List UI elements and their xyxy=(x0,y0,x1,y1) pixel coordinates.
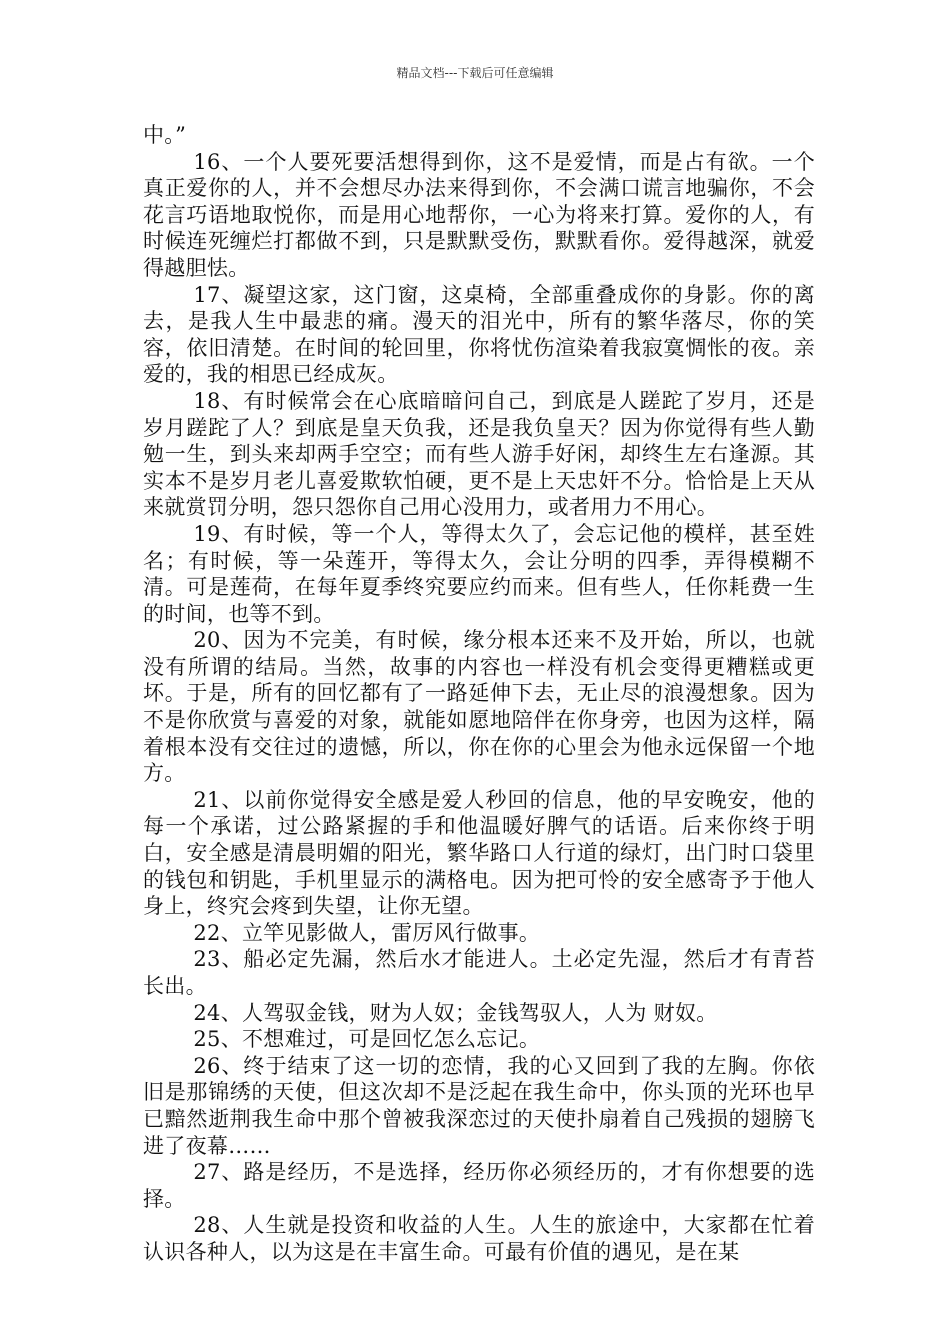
paragraph-16: 16、一个人要死要活想得到你，这不是爱情，而是占有欲。一个真正爱你的人，并不会想尽办法来得到你，不会满口谎言地骗你，不会花言巧语地取悦你，而是用心地帮你，一心为将来打算。爱你的人，有时候连死缠烂打都做不到，只是默默受伤，默默看你。爱得越深，就爱得越胆怯。 xyxy=(143,149,815,280)
paragraph-continuation: 中。” xyxy=(143,123,187,147)
paragraph-24: 24、人驾驭金钱，财为人奴；金钱驾驭人，人为 财奴。 xyxy=(193,1000,718,1025)
paragraph-25: 25、不想难过，可是回忆怎么忘记。 xyxy=(193,1027,541,1052)
paragraph-23: 23、船必定先漏，然后水才能进人。土必定先湿，然后才有青苔长出。 xyxy=(143,947,815,998)
paragraph-18: 18、有时候常会在心底暗暗问自己，到底是人蹉跎了岁月，还是岁月蹉跎了人？到底是皇天负我，还是我负皇天？因为你觉得有些人勤勉一生，到头来却两手空空；而有些人游手好闲，却终生左右逢源。其实本不是岁月老儿喜爱欺软怕硬，更不是上天忠奸不分。恰恰是上天从来就赏罚分明，怨只怨你自己用心没用力，或者用力不用心。 xyxy=(143,388,815,520)
paragraph-20: 20、因为不完美，有时候，缘分根本还来不及开始，所以，也就没有所谓的结局。当然，故事的内容也一样没有机会变得更糟糕或更坏。于是，所有的回忆都有了一路延伸下去，无止尽的浪漫想象。因为不是你欣赏与喜爱的对象，就能如愿地陪伴在你身旁，也因为这样，隔着根本没有交往过的遗憾，所以，你在你的心里会为他永远保留一个地方。 xyxy=(143,628,815,786)
page-header: 精品文档---下载后可任意编辑 xyxy=(396,66,554,80)
document-body xyxy=(143,122,815,1266)
paragraph-17: 17、凝望这家，这门窗，这桌椅，全部重叠成你的身影。你的离去，是我人生中最悲的痛。漫天的泪光中，所有的繁华落尽，你的笑容，依旧清楚。在时间的轮回里，你将忧伤渲染着我寂寞惆怅的夜。亲爱的，我的相思已经成灰。 xyxy=(143,282,815,387)
paragraph-22: 22、立竿见影做人，雷厉风行做事。 xyxy=(193,920,541,945)
paragraph-26: 26、终于结束了这一切的恋情，我的心又回到了我的左胸。你依旧是那锦绣的天使，但这次却不是泛起在我生命中，你头顶的光环也早已黯然逝荆我生命中那个曾被我深恋过的天使扑扇着自己残损的翅膀飞进了夜幕…… xyxy=(143,1053,815,1158)
paragraph-28: 28、人生就是投资和收益的人生。人生的旅途中，大家都在忙着认识各种人，以为这是在丰富生命。可最有价值的遇见，是在某 xyxy=(143,1213,815,1264)
paragraph-19: 19、有时候，等一个人，等得太久了，会忘记他的模样，甚至姓名；有时候，等一朵莲开，等得太久，会让分明的四季，弄得模糊不清。可是莲荷，在每年夏季终究要应约而来。但有些人，任你耗费一生的时间，也等不到。 xyxy=(143,521,815,626)
paragraph-27: 27、路是经历，不是选择，经历你必须经历的，才有你想要的选择。 xyxy=(143,1160,815,1211)
paragraph-21: 21、以前你觉得安全感是爱人秒回的信息，他的早安晚安，他的每一个承诺，过公路紧握的手和他温暖好脾气的话语。后来你终于明白，安全感是清晨明媚的阳光，繁华路口人行道的绿灯，出门时口袋里的钱包和钥匙，手机里显示的满格电。因为把可怜的安全感寄予于他人身上，终究会疼到失望，让你无望。 xyxy=(143,787,815,919)
